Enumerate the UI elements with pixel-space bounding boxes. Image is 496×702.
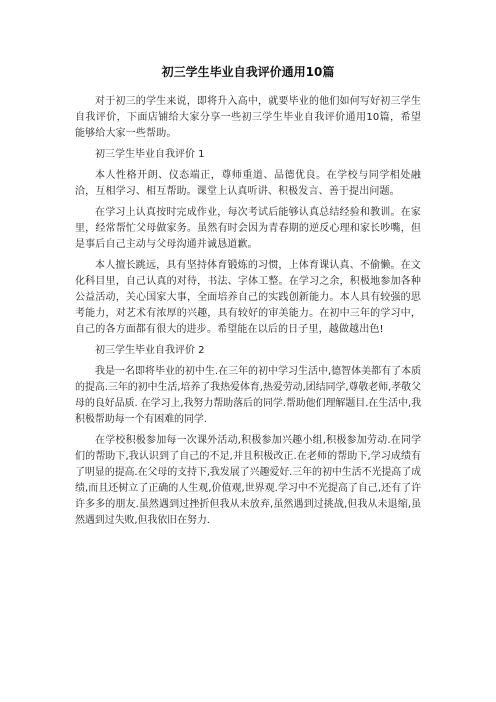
section-paragraph: 我是一名即将毕业的初中生.在三年的初中学习生活中,德智体美都有了本质的提高.三年的初中生活,培养了我热爱体育,热爱劳动,团结同学,尊敬老师,孝敬父母的良好品质. 在学习上,我努力帮助落后的同学.帮助他们理解题目.在生活中,我积极帮助每一个有困难的同学. bbox=[75, 366, 421, 425]
intro-paragraph: 对于初三的学生来说，即将升入高中，就要毕业的他们如何写好初三学生自我评价，下面店铺给大家分享一些初三学生毕业自我评价通用10篇，希望能够给大家一些帮助。 bbox=[75, 96, 421, 139]
document-body bbox=[75, 94, 421, 534]
section-paragraph: 本人擅长跳远，具有坚持体育锻炼的习惯，上体育课认真、不偷懒。在文化科目里，自己认真的对待，书法、字体工整。在学习之余，积极地参加各种公益活动，关心国家大事，全面培养自己的实践创新能力。本人具有较强的思考能力，对艺术有浓厚的兴趣，具有较好的审美能力。在初中三年的学习中，自己的各方面都有很大的进步。希望能在以后的日子里，越做越出色! bbox=[75, 260, 421, 335]
section-heading: 初三学生毕业自我评价 2 bbox=[95, 345, 205, 356]
section-paragraph: 本人性格开朗、仪态端正，尊师重道、品德优良。在学校与同学相处融洽，互相学习、相互帮助。课堂上认真听讲、积极发言、善于提出问题。 bbox=[75, 170, 421, 197]
section-paragraph: 在学习上认真按时完成作业，每次考试后能够认真总结经验和教训。在家里，经常帮忙父母做家务。虽然有时会因为青春期的逆反心理和家长吵嘴，但是事后自己主动与父母沟通并诚恳道歉。 bbox=[75, 207, 421, 250]
document-title: 初三学生毕业自我评价通用10篇 bbox=[161, 65, 335, 79]
section-paragraph: 在学校积极参加每一次课外活动,积极参加兴趣小组,积极参加劳动.在同学们的帮助下,我认识到了自己的不足,并且积极改正.在老师的帮助下,学习成绩有了明显的提高.在父母的支持下,我发展了兴趣爱好.三年的初中生活不光提高了成绩,而且还树立了正确的人生观,价值观,世界观.学习中不光提高了自己,还有了许许多多的朋友.虽然遇到过挫折但我从未放弃,虽然遇到过挑战,但我从未退缩,虽然遇到过失败,但我依旧在努力. bbox=[75, 435, 421, 526]
section-heading: 初三学生毕业自我评价 1 bbox=[95, 149, 205, 160]
